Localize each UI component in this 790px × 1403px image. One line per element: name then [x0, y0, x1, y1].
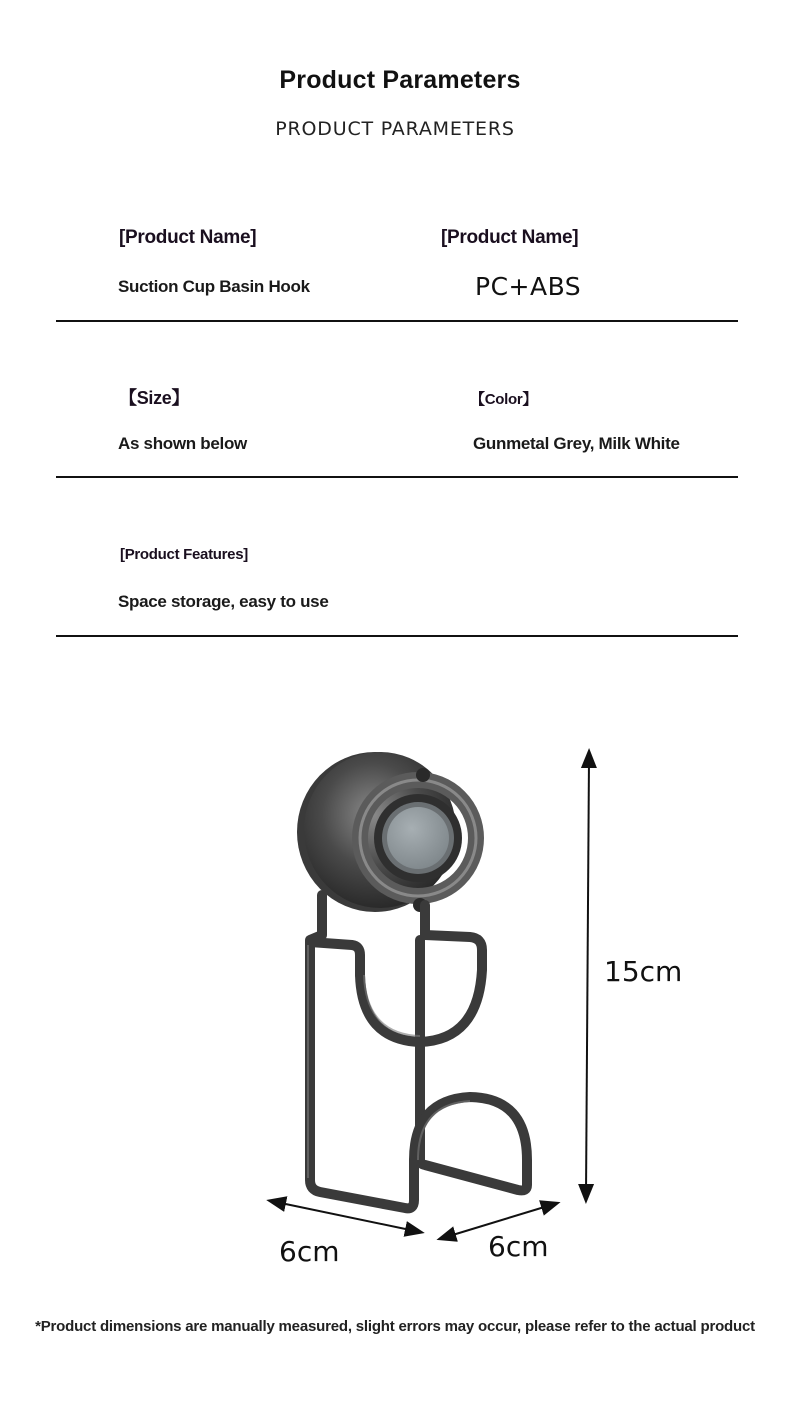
param-label-material: [Product Name] — [441, 227, 579, 248]
height-dimension-arrow — [586, 758, 589, 1194]
page-subtitle: PRODUCT PARAMETERS — [275, 118, 515, 140]
param-label-features: [Product Features] — [120, 546, 248, 563]
page-title: Product Parameters — [279, 66, 521, 94]
param-label-size: 【Size】 — [119, 388, 190, 408]
param-value-size: As shown below — [118, 434, 247, 453]
height-dimension-label: 15cm — [604, 955, 683, 988]
width-right-dimension-label: 6cm — [488, 1230, 549, 1263]
width-left-dimension-label: 6cm — [279, 1235, 340, 1268]
param-value-features: Space storage, easy to use — [118, 592, 329, 611]
param-value-material: PC+ABS — [475, 272, 582, 301]
param-label-product-name: [Product Name] — [119, 227, 257, 248]
param-value-product-name: Suction Cup Basin Hook — [118, 277, 310, 296]
param-label-color: 【Color】 — [470, 391, 538, 408]
measurement-disclaimer: *Product dimensions are manually measured, slight errors may occur, please refer to the actual product — [35, 1318, 755, 1335]
param-value-color: Gunmetal Grey, Milk White — [473, 434, 680, 453]
